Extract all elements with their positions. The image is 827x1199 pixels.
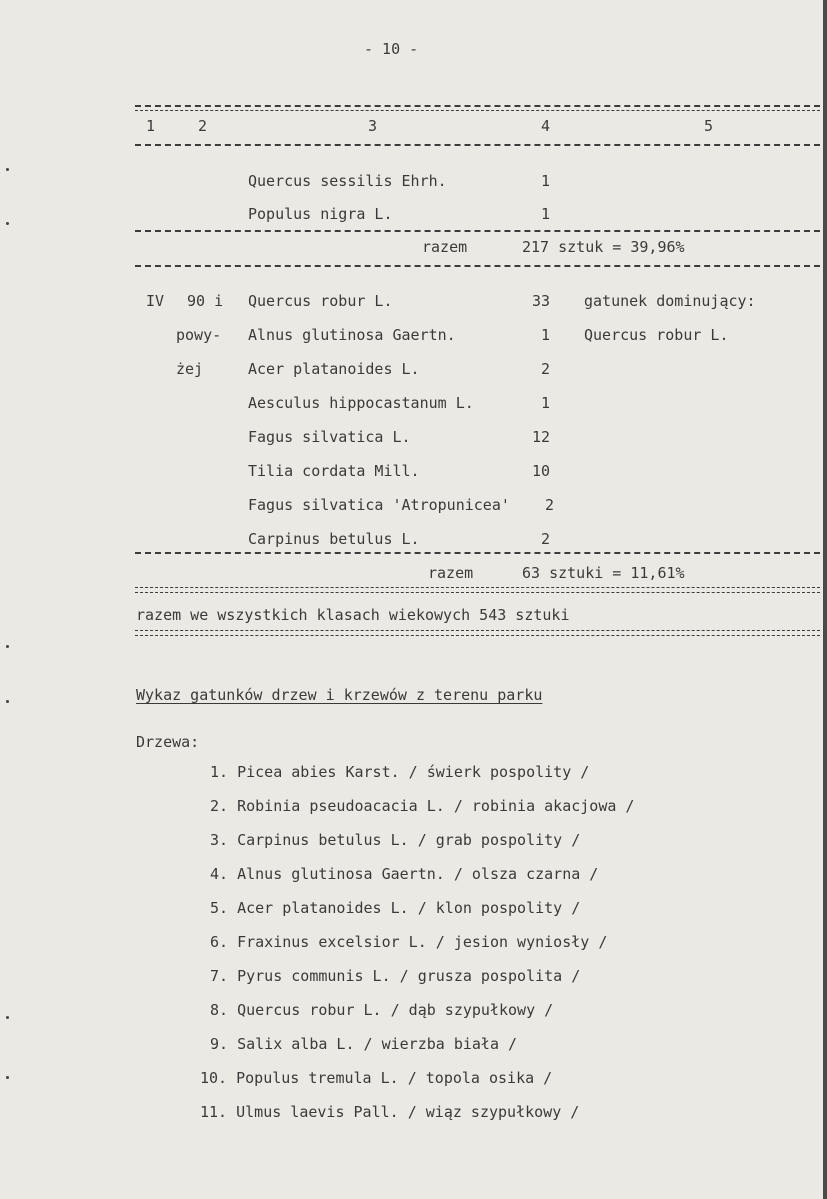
table-row-count: 1 [541,394,551,412]
list-item: 5. Acer platanoides L. / klon pospolity / [210,899,581,917]
table-row-species: Quercus robur L. [248,292,393,310]
table-row-note: Quercus robur L. [584,326,729,344]
table-row-count: 2 [541,530,551,548]
table-row-species: Aesculus hippocastanum L. [248,394,474,412]
table-row-count: 1 [541,326,551,344]
list-item: 6. Fraxinus excelsior L. / jesion wyniosły / [210,933,608,951]
col-header-3: 3 [368,117,378,135]
table-row-species: Fagus silvatica 'Atropunicea' [248,496,510,514]
age-range-line: 90 i [187,292,224,310]
rule-double [135,630,820,636]
table-row-count: 33 [532,292,551,310]
list-item: 4. Alnus glutinosa Gaertn. / olsza czarna / [210,865,599,883]
rule-subtotal-bottom [135,265,820,267]
table-row-count: 1 [541,172,551,190]
section-subtitle: Drzewa: [136,733,200,751]
margin-dot [6,645,9,648]
subtotal-label: razem [422,238,468,256]
rule-subtotal-top [135,230,820,232]
table-row-species: Acer platanoides L. [248,360,420,378]
rule-top [135,105,820,107]
margin-dot [6,700,9,703]
age-range-line: żej [176,360,204,378]
list-item: 10. Populus tremula L. / topola osika / [200,1069,553,1087]
subtotal-value: 63 sztuki = 11,61% [522,564,685,582]
col-header-4: 4 [541,117,551,135]
rule-top-2 [135,110,820,111]
table-row-species: Populus nigra L. [248,205,393,223]
margin-dot [6,1016,9,1019]
table-row-count: 2 [545,496,555,514]
section-title: Wykaz gatunków drzew i krzewów z terenu parku [136,686,543,704]
list-item: 1. Picea abies Karst. / świerk pospolity / [210,763,590,781]
margin-dot [6,168,9,171]
rule-header-bottom [135,144,820,146]
list-item: 8. Quercus robur L. / dąb szypułkowy / [210,1001,554,1019]
list-item: 9. Salix alba L. / wierzba biała / [210,1035,518,1053]
list-item: 2. Robinia pseudoacacia L. / robinia akacjowa / [210,797,635,815]
list-item: 3. Carpinus betulus L. / grab pospolity / [210,831,581,849]
page-number: - 10 - [364,40,419,58]
table-row-species: Quercus sessilis Ehrh. [248,172,447,190]
rule-subtotal-top [135,552,820,554]
grand-total: razem we wszystkich klasach wiekowych 543 sztuki [136,606,570,624]
subtotal-value: 217 sztuk = 39,96% [522,238,685,256]
table-row-species: Carpinus betulus L. [248,530,420,548]
table-row-count: 1 [541,205,551,223]
table-row-species: Fagus silvatica L. [248,428,411,446]
table-row-count: 10 [532,462,551,480]
margin-dot [6,222,9,225]
col-header-2: 2 [198,117,208,135]
age-range-line: powy- [176,326,222,344]
table-row-note: gatunek dominujący: [584,292,756,310]
table-row-species: Tilia cordata Mill. [248,462,420,480]
table-row-count: 12 [532,428,551,446]
list-item: 11. Ulmus laevis Pall. / wiąz szypułkowy / [200,1103,580,1121]
rule-double [135,587,820,593]
list-item: 7. Pyrus communis L. / grusza pospolita / [210,967,581,985]
margin-dot [6,1076,9,1079]
age-class-label: IV [146,292,165,310]
table-row-count: 2 [541,360,551,378]
subtotal-label: razem [428,564,474,582]
table-row-species: Alnus glutinosa Gaertn. [248,326,456,344]
col-header-1: 1 [146,117,156,135]
col-header-5: 5 [704,117,714,135]
